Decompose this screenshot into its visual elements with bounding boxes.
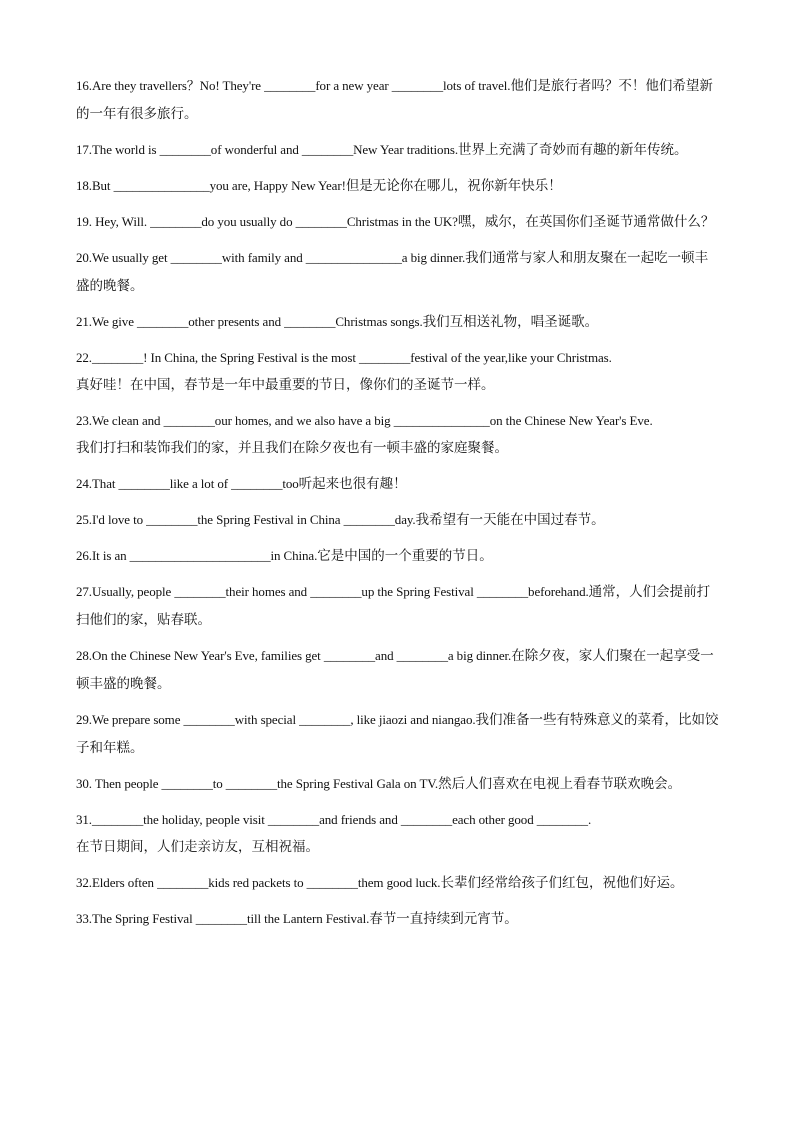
item-chinese-text: 我们互相送礼物，唱圣诞歌。 [422, 314, 599, 330]
exercise-item-24 [76, 470, 720, 498]
item-chinese-text: 通常，人们会提前打扫他们的家，贴春联。 [76, 584, 711, 628]
item-chinese-text: 他们是旅行者吗？不！他们希望新的一年有很多旅行。 [76, 78, 713, 122]
exercise-item-18 [76, 172, 720, 200]
item-chinese-text: 我希望有一天能在中国过春节。 [415, 512, 605, 528]
item-chinese-text: 在除夕夜，家人们聚在一起享受一顿丰盛的晚餐。 [76, 648, 714, 692]
item-chinese-text: 春节一直持续到元宵节。 [369, 911, 518, 927]
exercise-item-27 [76, 578, 720, 634]
exercise-item-32 [76, 869, 720, 897]
item-chinese-text: 听起来也很有趣！ [298, 476, 407, 492]
item-chinese-text: 长辈们经常给孩子们红包，祝他们好运。 [440, 875, 684, 891]
item-chinese-text: 我们通常与家人和朋友聚在一起吃一顿丰盛的晚餐。 [76, 250, 709, 294]
item-english-text: 33.The Spring Festival ________till the Lantern Festival. [76, 911, 370, 926]
exercise-item-21 [76, 308, 720, 336]
item-english-text: 19. Hey, Will. ________do you usually do ________Christmas in the UK? [76, 214, 458, 229]
item-english-text: 16.Are they travellers？No! They're ________for a new year ________lots of travel. [76, 78, 511, 93]
item-english-text: 31.________the holiday, people visit ________and friends and ________each other good ________. [76, 812, 592, 827]
exercise-item-29 [76, 706, 720, 762]
exercise-item-22 [76, 344, 720, 399]
exercise-item-16 [76, 72, 720, 128]
exercise-item-28 [76, 642, 720, 698]
item-english-text: 20.We usually get ________with family and _______________a big dinner. [76, 250, 466, 265]
item-chinese-text: 我们打扫和装饰我们的家，并且我们在除夕夜也有一顿丰盛的家庭聚餐。 [76, 440, 508, 456]
item-chinese-text: 嘿，威尔，在英国你们圣诞节通常做什么？ [457, 214, 715, 230]
item-english-text: 22.________! In China, the Spring Festival is the most ________festival of the year,like your Christmas. [76, 350, 612, 365]
item-chinese-text: 在节日期间，人们走亲访友，互相祝福。 [76, 839, 319, 855]
item-chinese-text: 但是无论你在哪儿，祝你新年快乐！ [345, 178, 562, 194]
item-english-text: 30. Then people ________to ________the Spring Festival Gala on TV. [76, 776, 439, 791]
exercise-page [76, 72, 720, 933]
item-chinese-text: 然后人们喜欢在电视上看春节联欢晚会。 [438, 776, 682, 792]
item-english-text: 29.We prepare some ________with special ________, like jiaozi and niangao. [76, 712, 476, 727]
exercise-item-26 [76, 542, 720, 570]
item-english-text: 28.On the Chinese New Year's Eve, families get ________and ________a big dinner. [76, 648, 512, 663]
item-chinese-text: 我们准备一些有特殊意义的菜肴，比如饺子和年糕。 [76, 712, 719, 756]
item-chinese-text: 世界上充满了奇妙而有趣的新年传统。 [457, 142, 688, 158]
item-english-text: 32.Elders often ________kids red packets to ________them good luck. [76, 875, 441, 890]
item-chinese-text: 它是中国的一个重要的节日。 [317, 548, 493, 564]
exercise-item-33 [76, 905, 720, 933]
exercise-item-17 [76, 136, 720, 164]
exercise-item-30 [76, 770, 720, 798]
item-english-text: 17.The world is ________of wonderful and ________New Year traditions. [76, 142, 458, 157]
item-english-text: 26.It is an ______________________in China. [76, 548, 318, 563]
item-english-text: 25.I'd love to ________the Spring Festival in China ________day. [76, 512, 416, 527]
item-english-text: 24.That ________like a lot of ________too [76, 476, 299, 491]
item-chinese-text: 真好哇！在中国，春节是一年中最重要的节日，像你们的圣诞节一样。 [76, 377, 495, 393]
item-english-text: 21.We give ________other presents and ________Christmas songs. [76, 314, 423, 329]
item-english-text: 23.We clean and ________our homes, and we also have a big _______________on the Chinese New Year's Eve. [76, 413, 653, 428]
exercise-item-25 [76, 506, 720, 534]
item-english-text: 27.Usually, people ________their homes and ________up the Spring Festival ________beforehand. [76, 584, 589, 599]
exercise-item-23 [76, 407, 720, 462]
exercise-item-31 [76, 806, 720, 861]
exercise-item-19 [76, 208, 720, 236]
item-english-text: 18.But _______________you are, Happy New Year! [76, 178, 346, 193]
exercise-item-20 [76, 244, 720, 300]
